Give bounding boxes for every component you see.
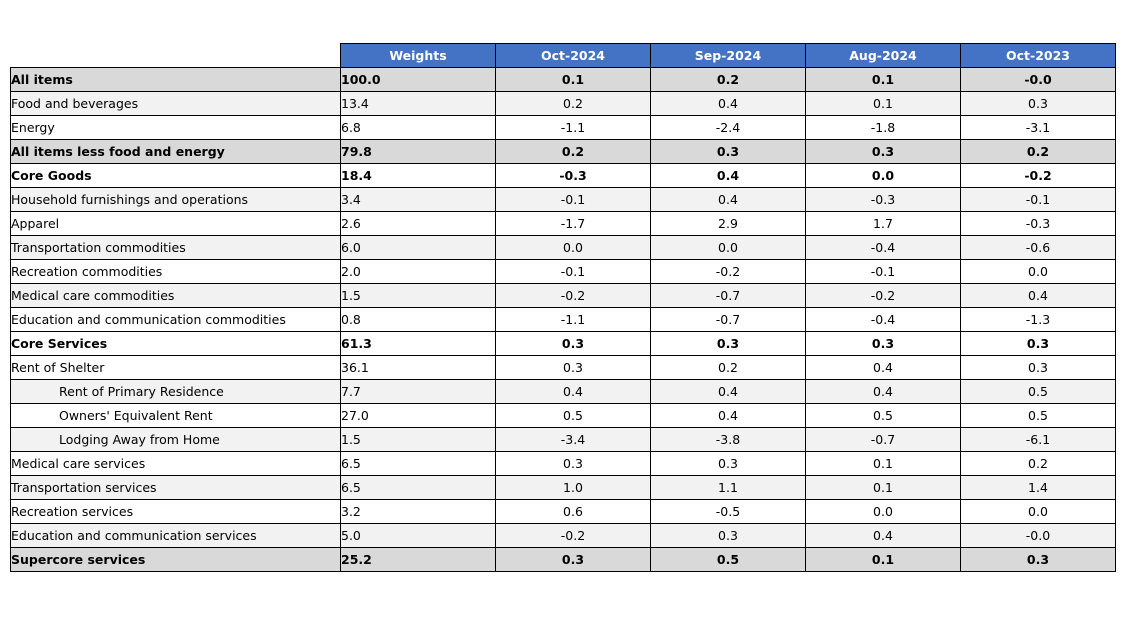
sep-2024-cell: 0.3 xyxy=(651,140,806,164)
row-label: Rent of Primary Residence xyxy=(11,380,341,404)
sep-2024-cell: -2.4 xyxy=(651,116,806,140)
table-row xyxy=(11,236,1116,260)
table-row xyxy=(11,188,1116,212)
oct-2023-cell: 0.0 xyxy=(961,260,1116,284)
oct-2023-cell: -0.1 xyxy=(961,188,1116,212)
oct-2023-cell: 0.5 xyxy=(961,380,1116,404)
sep-2024-cell: 0.3 xyxy=(651,452,806,476)
table-row xyxy=(11,260,1116,284)
oct-2024-cell: -1.1 xyxy=(496,116,651,140)
oct-2024-cell: 0.6 xyxy=(496,500,651,524)
oct-2024-cell: -0.1 xyxy=(496,188,651,212)
row-label: Energy xyxy=(11,116,341,140)
oct-2024-cell: 0.1 xyxy=(496,68,651,92)
oct-2024-cell: 0.3 xyxy=(496,332,651,356)
weight-cell: 6.8 xyxy=(341,116,496,140)
weight-cell: 27.0 xyxy=(341,404,496,428)
table-row xyxy=(11,380,1116,404)
table-row xyxy=(11,500,1116,524)
weight-cell: 7.7 xyxy=(341,380,496,404)
oct-2024-cell: 0.4 xyxy=(496,380,651,404)
weight-cell: 36.1 xyxy=(341,356,496,380)
table-row xyxy=(11,428,1116,452)
aug-2024-cell: 0.4 xyxy=(806,380,961,404)
weight-cell: 25.2 xyxy=(341,548,496,572)
table-row xyxy=(11,476,1116,500)
table-row xyxy=(11,332,1116,356)
column-header-oct-2024: Oct-2024 xyxy=(496,44,651,68)
row-label: Supercore services xyxy=(11,548,341,572)
aug-2024-cell: 0.1 xyxy=(806,68,961,92)
sep-2024-cell: -0.5 xyxy=(651,500,806,524)
header-corner xyxy=(11,44,341,68)
table-row xyxy=(11,92,1116,116)
oct-2023-cell: 0.3 xyxy=(961,332,1116,356)
table-row xyxy=(11,116,1116,140)
weight-cell: 79.8 xyxy=(341,140,496,164)
sep-2024-cell: 0.0 xyxy=(651,236,806,260)
table-row xyxy=(11,284,1116,308)
oct-2023-cell: 0.3 xyxy=(961,548,1116,572)
oct-2023-cell: -0.0 xyxy=(961,68,1116,92)
oct-2024-cell: -3.4 xyxy=(496,428,651,452)
oct-2024-cell: 0.3 xyxy=(496,548,651,572)
weight-cell: 18.4 xyxy=(341,164,496,188)
sep-2024-cell: -3.8 xyxy=(651,428,806,452)
oct-2024-cell: -1.1 xyxy=(496,308,651,332)
weight-cell: 3.2 xyxy=(341,500,496,524)
cpi-weights-table xyxy=(10,43,1116,572)
table-row xyxy=(11,452,1116,476)
aug-2024-cell: -0.7 xyxy=(806,428,961,452)
oct-2023-cell: -0.3 xyxy=(961,212,1116,236)
oct-2024-cell: 0.2 xyxy=(496,92,651,116)
oct-2023-cell: -3.1 xyxy=(961,116,1116,140)
table-row xyxy=(11,68,1116,92)
row-label: Core Goods xyxy=(11,164,341,188)
table-row xyxy=(11,212,1116,236)
sep-2024-cell: 0.4 xyxy=(651,188,806,212)
oct-2023-cell: 0.3 xyxy=(961,356,1116,380)
table-row xyxy=(11,524,1116,548)
sep-2024-cell: 0.2 xyxy=(651,68,806,92)
oct-2023-cell: 0.4 xyxy=(961,284,1116,308)
oct-2023-cell: -0.0 xyxy=(961,524,1116,548)
table-row xyxy=(11,308,1116,332)
row-label: Apparel xyxy=(11,212,341,236)
oct-2023-cell: 0.2 xyxy=(961,452,1116,476)
row-label: Transportation commodities xyxy=(11,236,341,260)
weight-cell: 6.5 xyxy=(341,452,496,476)
oct-2023-cell: -1.3 xyxy=(961,308,1116,332)
oct-2023-cell: 0.5 xyxy=(961,404,1116,428)
weight-cell: 6.5 xyxy=(341,476,496,500)
weight-cell: 0.8 xyxy=(341,308,496,332)
oct-2023-cell: 0.2 xyxy=(961,140,1116,164)
oct-2024-cell: -0.2 xyxy=(496,284,651,308)
aug-2024-cell: 0.1 xyxy=(806,92,961,116)
oct-2023-cell: 0.3 xyxy=(961,92,1116,116)
sep-2024-cell: -0.2 xyxy=(651,260,806,284)
weight-cell: 5.0 xyxy=(341,524,496,548)
row-label: Core Services xyxy=(11,332,341,356)
aug-2024-cell: 0.4 xyxy=(806,356,961,380)
aug-2024-cell: 0.1 xyxy=(806,452,961,476)
column-header-weights: Weights xyxy=(341,44,496,68)
sep-2024-cell: -0.7 xyxy=(651,308,806,332)
table-row xyxy=(11,140,1116,164)
sep-2024-cell: 0.4 xyxy=(651,404,806,428)
oct-2023-cell: -6.1 xyxy=(961,428,1116,452)
weight-cell: 13.4 xyxy=(341,92,496,116)
aug-2024-cell: -0.3 xyxy=(806,188,961,212)
oct-2024-cell: 0.2 xyxy=(496,140,651,164)
sep-2024-cell: 0.3 xyxy=(651,524,806,548)
row-label: Education and communication commodities xyxy=(11,308,341,332)
aug-2024-cell: -0.4 xyxy=(806,236,961,260)
aug-2024-cell: 0.3 xyxy=(806,332,961,356)
sep-2024-cell: -0.7 xyxy=(651,284,806,308)
table-row xyxy=(11,548,1116,572)
aug-2024-cell: 0.0 xyxy=(806,500,961,524)
oct-2023-cell: -0.6 xyxy=(961,236,1116,260)
aug-2024-cell: 0.0 xyxy=(806,164,961,188)
column-header-aug-2024: Aug-2024 xyxy=(806,44,961,68)
table-body xyxy=(11,68,1116,572)
column-header-sep-2024: Sep-2024 xyxy=(651,44,806,68)
sep-2024-cell: 1.1 xyxy=(651,476,806,500)
table-row xyxy=(11,404,1116,428)
row-label: Household furnishings and operations xyxy=(11,188,341,212)
row-label: Transportation services xyxy=(11,476,341,500)
header-row xyxy=(11,44,1116,68)
oct-2024-cell: 0.5 xyxy=(496,404,651,428)
row-label: Recreation commodities xyxy=(11,260,341,284)
aug-2024-cell: 0.1 xyxy=(806,548,961,572)
aug-2024-cell: 0.5 xyxy=(806,404,961,428)
aug-2024-cell: -0.1 xyxy=(806,260,961,284)
sep-2024-cell: 2.9 xyxy=(651,212,806,236)
sep-2024-cell: 0.4 xyxy=(651,92,806,116)
weight-cell: 3.4 xyxy=(341,188,496,212)
row-label: Education and communication services xyxy=(11,524,341,548)
sep-2024-cell: 0.4 xyxy=(651,164,806,188)
oct-2023-cell: 0.0 xyxy=(961,500,1116,524)
sep-2024-cell: 0.4 xyxy=(651,380,806,404)
aug-2024-cell: 0.3 xyxy=(806,140,961,164)
sep-2024-cell: 0.5 xyxy=(651,548,806,572)
oct-2024-cell: 0.0 xyxy=(496,236,651,260)
row-label: Medical care commodities xyxy=(11,284,341,308)
oct-2024-cell: -0.1 xyxy=(496,260,651,284)
row-label: Rent of Shelter xyxy=(11,356,341,380)
aug-2024-cell: -1.8 xyxy=(806,116,961,140)
oct-2024-cell: 0.3 xyxy=(496,452,651,476)
weight-cell: 1.5 xyxy=(341,428,496,452)
oct-2024-cell: -1.7 xyxy=(496,212,651,236)
weight-cell: 1.5 xyxy=(341,284,496,308)
aug-2024-cell: 0.4 xyxy=(806,524,961,548)
aug-2024-cell: -0.2 xyxy=(806,284,961,308)
oct-2023-cell: 1.4 xyxy=(961,476,1116,500)
oct-2024-cell: 1.0 xyxy=(496,476,651,500)
sep-2024-cell: 0.2 xyxy=(651,356,806,380)
oct-2023-cell: -0.2 xyxy=(961,164,1116,188)
row-label: Lodging Away from Home xyxy=(11,428,341,452)
aug-2024-cell: 1.7 xyxy=(806,212,961,236)
row-label: Medical care services xyxy=(11,452,341,476)
row-label: Owners' Equivalent Rent xyxy=(11,404,341,428)
oct-2024-cell: -0.2 xyxy=(496,524,651,548)
table-row xyxy=(11,164,1116,188)
weight-cell: 2.6 xyxy=(341,212,496,236)
row-label: All items less food and energy xyxy=(11,140,341,164)
column-header-oct-2023: Oct-2023 xyxy=(961,44,1116,68)
table-row xyxy=(11,356,1116,380)
oct-2024-cell: -0.3 xyxy=(496,164,651,188)
aug-2024-cell: 0.1 xyxy=(806,476,961,500)
oct-2024-cell: 0.3 xyxy=(496,356,651,380)
row-label: All items xyxy=(11,68,341,92)
weight-cell: 61.3 xyxy=(341,332,496,356)
weight-cell: 2.0 xyxy=(341,260,496,284)
weight-cell: 100.0 xyxy=(341,68,496,92)
row-label: Recreation services xyxy=(11,500,341,524)
row-label: Food and beverages xyxy=(11,92,341,116)
aug-2024-cell: -0.4 xyxy=(806,308,961,332)
weight-cell: 6.0 xyxy=(341,236,496,260)
sep-2024-cell: 0.3 xyxy=(651,332,806,356)
